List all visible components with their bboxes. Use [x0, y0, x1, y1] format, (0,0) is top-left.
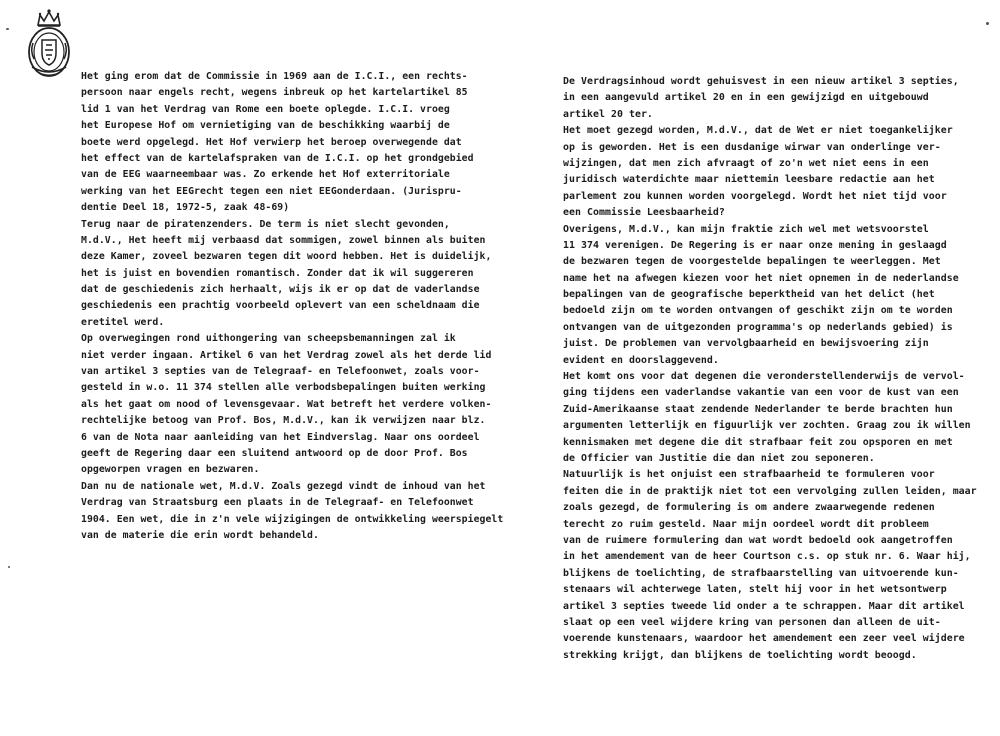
- text-line: in een aangevuld artikel 20 en in een gewijzigd en uitgebouwd: [563, 92, 929, 104]
- right-text-column: [563, 74, 998, 664]
- left-text-column: [81, 69, 506, 544]
- text-line: het is juist en bovendien romantisch. Zonder dat ik wil suggereren: [81, 267, 474, 279]
- text-line: blijkens de toelichting, de strafbaarstelling van uitvoerende kun-: [563, 567, 959, 579]
- text-line: stenaars wil achterwege laten, stelt hij voor in het wetsontwerp: [563, 584, 947, 596]
- text-line: Natuurlijk is het onjuist een strafbaarheid te formuleren voor: [563, 469, 935, 481]
- text-line: van de ruimere formulering dan wat wordt bedoeld ook aangetroffen: [563, 534, 953, 546]
- text-line: Het ging erom dat de Commissie in 1969 aan de I.C.I., een rechts-: [81, 71, 468, 82]
- text-line: op is geworden. Het is een dusdanige wirwar van onderlinge ver-: [563, 141, 941, 153]
- scan-speck: [8, 566, 10, 568]
- text-line: geschiedenis een prachtig voorbeeld oplevert van een scheldnaam die: [81, 300, 480, 312]
- text-line: bedoeld zijn om te worden ontvangen of geschikt zijn om te worden: [563, 305, 953, 317]
- text-line: Het moet gezegd worden, M.d.V., dat de Wet er niet toegankelijker: [563, 125, 953, 137]
- text-line: persoon naar engels recht, wegens inbreuk op het kartelartikel 85: [81, 87, 468, 99]
- text-line: voerende kunstenaars, waardoor het amendement een zeer veel wijdere: [563, 633, 965, 645]
- text-line: bepalingen van de geografische beperktheid van het delict (het: [563, 289, 935, 301]
- text-line: opgeworpen vragen en bezwaren.: [81, 464, 260, 476]
- text-line: boete werd opgelegd. Het Hof verwierp het beroep overwegende dat: [81, 136, 462, 148]
- text-line: feiten die in de praktijk niet tot een vervolging zullen leiden, maar: [563, 485, 977, 497]
- text-line: evident en doorslaggevend.: [563, 354, 719, 366]
- text-line: lid 1 van het Verdrag van Rome een boete oplegde. I.C.I. vroeg: [81, 103, 450, 115]
- text-line: 11 374 verenigen. De Regering is er naar onze mening in geslaagd: [563, 239, 947, 251]
- text-line: deze Kamer, zoveel bezwaren tegen dit woord hebben. Het is duidelijk,: [81, 251, 492, 263]
- text-line: juist. De problemen van vervolgbaarheid en bewijsvoering zijn: [563, 338, 929, 350]
- text-line: slaat op een veel wijdere kring van personen dan alleen de uit-: [563, 616, 941, 628]
- text-line: artikel 20 ter.: [563, 108, 653, 120]
- text-line: de Officier van Justitie die dan niet zou seponeren.: [563, 452, 875, 464]
- royal-crest-icon: [24, 7, 74, 79]
- right-page: [500, 0, 1000, 736]
- text-line: een Commissie Leesbaarheid?: [563, 207, 725, 219]
- text-line: eretitel werd.: [81, 316, 165, 328]
- text-line: strekking krijgt, dan blijkens de toelichting wordt beoogd.: [563, 649, 917, 661]
- text-line: werking van het EEGrecht tegen een niet EEGonderdaan. (Jurispru-: [81, 185, 462, 197]
- text-line: ging tijdens een vaderlandse vakantie van een voor de kust van een: [563, 387, 959, 399]
- text-line: Dan nu de nationale wet, M.d.V. Zoals gezegd vindt de inhoud van het: [81, 480, 486, 492]
- text-line: van artikel 3 septies van de Telegraaf- en Telefoonwet, zoals voor-: [81, 366, 480, 378]
- scan-speck: [6, 28, 9, 30]
- text-line: gesteld in w.o. 11 374 stellen alle verbodsbepalingen buiten werking: [81, 382, 486, 394]
- text-line: Het komt ons voor dat degenen die veronderstellenderwijs de vervol-: [563, 371, 965, 383]
- text-line: van de EEG waarneembaar was. Zo erkende het Hof exterritoriale: [81, 169, 450, 181]
- text-line: dat de geschiedenis zich herhaalt, wijs ik er op dat de vaderlandse: [81, 284, 480, 296]
- text-line: name het na afwegen kiezen voor het niet opnemen in de nederlandse: [563, 272, 959, 284]
- text-line: van de materie die erin wordt behandeld.: [81, 529, 319, 541]
- text-line: kennismaken met degene die dit strafbaar feit zou opsporen en met: [563, 436, 953, 448]
- text-line: argumenten letterlijk en figuurlijk ver zochten. Graag zou ik willen: [563, 420, 971, 432]
- text-line: Zuid-Amerikaanse staat zendende Nederlander te berde brachten hun: [563, 403, 953, 415]
- text-line: Terug naar de piratenzenders. De term is niet slecht gevonden,: [81, 218, 450, 230]
- text-line: geeft de Regering daar een sluitend antwoord op de door Prof. Bos: [81, 447, 468, 459]
- text-line: het Europese Hof om vernietiging van de beschikking waarbij de: [81, 120, 450, 132]
- text-line: terecht zo ruim gesteld. Naar mijn oordeel wordt dit probleem: [563, 518, 929, 530]
- text-line: Overigens, M.d.V., kan mijn fraktie zich wel met wetsvoorstel: [563, 223, 929, 235]
- text-line: wijzingen, dat men zich afvraagt of zo'n wet niet eens in een: [563, 157, 929, 169]
- scan-speck: [986, 22, 989, 25]
- text-line: Op overwegingen rond uithongering van scheepsbemanningen zal ik: [81, 333, 456, 345]
- text-line: in het amendement van de heer Courtson c.s. op stuk nr. 6. Waar hij,: [563, 551, 971, 563]
- text-line: ontvangen van de uitgezonden programma's op nederlands gebied) is: [563, 321, 953, 333]
- text-line: 6 van de Nota naar aanleiding van het Eindverslag. Naar ons oordeel: [81, 431, 480, 443]
- text-line: als het gaat om nood of levensgevaar. Wat betreft het verdere volken-: [81, 398, 492, 410]
- text-line: Verdrag van Straatsburg een plaats in de Telegraaf- en Telefoonwet: [81, 497, 474, 509]
- text-line: het effect van de kartelafspraken van de I.C.I. op het grondgebied: [81, 152, 474, 164]
- text-line: artikel 3 septies tweede lid onder a te schrappen. Maar dit artikel: [563, 600, 965, 612]
- text-line: juridisch waterdichte maar niettemin leesbare redactie aan het: [563, 174, 935, 186]
- text-line: niet verder ingaan. Artikel 6 van het Verdrag zowel als het derde lid: [81, 349, 492, 361]
- text-line: parlement zou kunnen worden voorgelegd. Wordt het niet tijd voor: [563, 190, 947, 202]
- text-line: zoals gezegd, de formulering is om andere zwaarwegende redenen: [563, 502, 935, 514]
- text-line: rechtelijke betoog van Prof. Bos, M.d.V., kan ik verwijzen naar blz.: [81, 415, 486, 427]
- text-line: De Verdragsinhoud wordt gehuisvest in een nieuw artikel 3 septies,: [563, 76, 959, 87]
- text-line: M.d.V., Het heeft mij verbaasd dat sommigen, zowel binnen als buiten: [81, 234, 486, 246]
- text-line: dentie Deel 18, 1972-5, zaak 48-69): [81, 202, 290, 214]
- text-line: de bezwaren tegen de voorgestelde bepalingen te weerleggen. Met: [563, 256, 941, 268]
- text-line: 1904. Een wet, die in z'n vele wijzigingen de ontwikkeling weerspiegelt: [81, 513, 504, 525]
